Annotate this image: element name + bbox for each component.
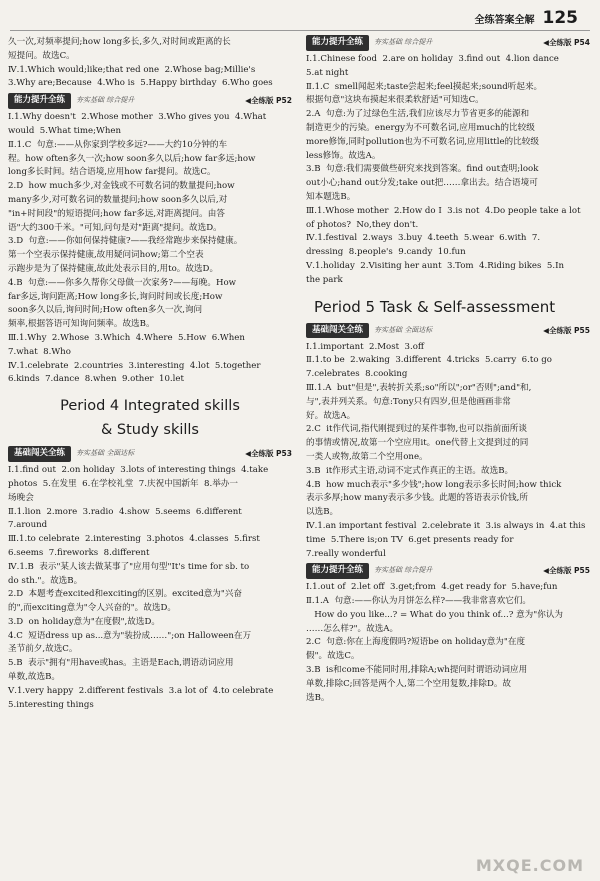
answer-line: time 5.There is;on TV 6.get presents ready for bbox=[306, 534, 514, 545]
answer-line: 2.A 句意:为了过绿色生活,我们应该尽力节省更多的能源和 bbox=[306, 109, 530, 120]
answer-line: 5.B 表示"拥有"用have或has。主语是Each,谓语动词应用 bbox=[8, 658, 234, 669]
answer-line: 3.B is和come不能同时用,排除A;wh提问时谓语动词应用 bbox=[306, 665, 528, 676]
answer-line: Ⅰ.1.find out 2.on holiday 3.lots of interesting things 4.take bbox=[8, 465, 269, 476]
page-number: 125 bbox=[542, 8, 578, 28]
answer-line: Ⅰ.1.out of 2.let off 3.get;from 4.get ready for 5.have;fun bbox=[306, 582, 558, 593]
header-rule bbox=[10, 30, 590, 31]
answer-line: Ⅲ.1.Whose mother 2.How do I 3.is not 4.Do people take a lot bbox=[306, 205, 581, 216]
answer-line: 与",表并列关系。句意:Tony只有四岁,但是他画画非常 bbox=[306, 396, 511, 407]
answer-line: 以选B。 bbox=[306, 507, 339, 518]
answer-line: 假"。故选C。 bbox=[306, 651, 360, 662]
period4-title-line2: & Study skills bbox=[101, 422, 199, 439]
answer-line: many多少,对可数名词的数量提问;how soon多久以后,对 bbox=[8, 194, 228, 205]
page-header bbox=[475, 8, 579, 28]
answer-line: 单数,排除C;回答是两个人,第二个空用复数,排除D。故 bbox=[306, 678, 512, 689]
section-bar-ability-p55 bbox=[306, 564, 590, 578]
answer-line: Ⅰ.1.Why doesn't 2.Whose mother 3.Who gives you 4.What bbox=[8, 112, 267, 123]
answer-line: dressing 8.people's 9.candy 10.fun bbox=[306, 247, 466, 258]
section-tag: 基础闯关全练 bbox=[8, 446, 71, 462]
answer-line: Ⅱ.1.to be 2.waking 3.different 4.tricks 5.carry 6.to go bbox=[306, 355, 552, 366]
page-reference: ◀全练版 P54 bbox=[543, 38, 590, 48]
answer-line: Ⅲ.1.Why 2.Whose 3.Which 4.Where 5.How 6.When bbox=[8, 332, 245, 343]
answer-line: 选B。 bbox=[306, 692, 330, 703]
answer-line: Ⅱ.1.A 句意:——你认为月饼怎么样?——我非常喜欢它们。 bbox=[306, 596, 532, 607]
answer-line: 4.B how much表示"多少钱";how long表示多长时间;how thick bbox=[306, 479, 562, 490]
right-column bbox=[306, 36, 590, 705]
answer-line: 语"大约300千米。"可知,问句是对"距离"提问。故选D。 bbox=[8, 222, 222, 233]
answer-line: 单数,故选B。 bbox=[8, 672, 61, 683]
answer-line: 3.Why are;Because 4.Who is 5.Happy birthday 6.Who goes bbox=[8, 78, 273, 89]
period5-title: Period 5 Task & Self-assessment bbox=[314, 297, 556, 316]
answer-line: 4.C 短语dress up as...意为"装扮成……";on Halloween在万 bbox=[8, 630, 252, 641]
page-reference: ◀全练版 P55 bbox=[543, 325, 590, 335]
answer-line: 4.B 句意:——你多久帮你父母做一次家务?——每晚。How bbox=[8, 277, 236, 288]
answer-line: 7.celebrates 8.cooking bbox=[306, 369, 408, 380]
answer-line: do sth."。故选B。 bbox=[8, 575, 83, 586]
page-reference: ◀全练版 P55 bbox=[543, 566, 590, 576]
answer-line: 的事情或情况,故第一个空应用it。one代替上文提到过的同 bbox=[306, 438, 529, 449]
answer-line: 2.C 句意:你在上海度假吗?短语be on holiday意为"在度 bbox=[306, 637, 526, 648]
answer-line: Ⅳ.1.an important festival 2.celebrate it 3.is always in 4.at this bbox=[306, 520, 586, 531]
answer-line: 好。故选A。 bbox=[306, 410, 356, 421]
answer-line: 根据句意"这块布摸起来很柔软舒适"可知选C。 bbox=[306, 95, 484, 106]
answer-line: 6.kinds 7.dance 8.when 9.other 10.let bbox=[8, 374, 184, 385]
answer-line: would 5.What time;When bbox=[8, 125, 121, 136]
answer-line: the park bbox=[306, 274, 343, 285]
answer-line: 程。how often多久一次;how soon多久以后;how far多远;how bbox=[8, 153, 256, 164]
answer-line: 6.seems 7.fireworks 8.different bbox=[8, 547, 150, 558]
answer-line: out小心;hand out分发;take out把……拿出去。结合语境可 bbox=[306, 178, 538, 189]
answer-line: 表示多厚;how many表示多少钱。此题的答语表示价钱,所 bbox=[306, 493, 528, 504]
page-reference: ◀全练版 P52 bbox=[245, 96, 292, 106]
answer-line: 的",而exciting意为"令人兴奋的"。故选D。 bbox=[8, 603, 176, 614]
answer-line: "in+时间段"的短语提问;how far多远,对距离提问。由答 bbox=[8, 208, 225, 219]
answers-p53 bbox=[8, 464, 292, 712]
answer-line: 知本题选B。 bbox=[306, 191, 356, 202]
top-lines bbox=[8, 36, 292, 91]
answer-line: photos 5.在发里 6.在学校礼堂 7.庆祝中国新年 8.举办一 bbox=[8, 478, 238, 489]
answer-line: 5.at night bbox=[306, 67, 349, 78]
answer-line: 7.really wonderful bbox=[306, 548, 386, 559]
answer-line: less修饰。故选A。 bbox=[306, 150, 381, 161]
section-subtitle: 夯实基础 综合提升 bbox=[76, 96, 135, 105]
answer-line: 示跑步是为了保持健康,故此处表示目的,用to。故选D。 bbox=[8, 263, 219, 274]
answer-line: Ⅱ.1.C smell闻起来;taste尝起来;feel摸起来;sound听起来。 bbox=[306, 81, 543, 92]
section-subtitle: 夯实基础 全面达标 bbox=[76, 449, 135, 458]
answer-line: 2.D 本题考查excited和exciting的区别。excited意为"兴奋 bbox=[8, 589, 243, 600]
answer-line: 7.what 8.Who bbox=[8, 346, 71, 357]
answer-line: 3.D 句意:——你如何保持健康?——我经常跑步来保持健康。 bbox=[8, 236, 243, 247]
answers-p54 bbox=[306, 53, 590, 288]
section-bar-basic-p55 bbox=[306, 324, 590, 338]
period4-title: Period 4 Integrated skills bbox=[60, 398, 240, 415]
answer-line: Ⅰ.1.important 2.Most 3.off bbox=[306, 341, 425, 352]
answer-line: of photos? No,they don't. bbox=[306, 219, 419, 230]
answer-line: Ⅲ.1.A but"但是",表转折关系;so"所以";or"否则";and"和, bbox=[306, 382, 532, 393]
answer-line: 圣节前夕,故选C。 bbox=[8, 644, 78, 655]
answer-line: Ⅳ.1.B 表示"某人该去做某事了"应用句型"It's time for sb. to bbox=[8, 561, 250, 572]
answer-line: 制造更少的污染。energy为不可数名词,应用much的比较级 bbox=[306, 122, 535, 133]
answer-line: Ⅰ.1.Chinese food 2.are on holiday 3.find out 4.lion dance bbox=[306, 54, 559, 64]
section-subtitle: 夯实基础 全面达标 bbox=[374, 325, 433, 334]
answer-line: 久一次,对频率提问;how long多长,多久,对时间或距离的长 bbox=[8, 37, 231, 47]
answer-line: 7.around bbox=[8, 520, 48, 531]
section-bar-ability-p52 bbox=[8, 94, 292, 108]
section-bar-basic-p53 bbox=[8, 447, 292, 461]
answer-line: Ⅳ.1.celebrate 2.countries 3.interesting 4.lot 5.together bbox=[8, 360, 261, 371]
section-tag: 能力提升全练 bbox=[306, 563, 369, 579]
section-tag: 能力提升全练 bbox=[306, 35, 369, 51]
answer-line: 3.B it作形式主语,动词不定式作真正的主语。故选B。 bbox=[306, 465, 514, 476]
section-tag: 能力提升全练 bbox=[8, 93, 71, 109]
answer-line: Ⅴ.1.holiday 2.Visiting her aunt 3.Tom 4.Riding bikes 5.In bbox=[306, 260, 565, 271]
answer-line: Ⅳ.1.festival 2.ways 3.buy 4.teeth 5.wear 6.with 7. bbox=[306, 233, 541, 244]
answer-line: Ⅴ.1.very happy 2.different festivals 3.a lot of 4.to celebrate bbox=[8, 685, 274, 696]
answer-line: 5.interesting things bbox=[8, 699, 94, 710]
answer-line: 第一个空表示保持健康,故用疑问词how;第二个空表 bbox=[8, 250, 204, 261]
answer-line: 短提问。故选C。 bbox=[8, 50, 75, 61]
answer-line: 频率,根据答语可知询问频率。故选B。 bbox=[8, 319, 155, 330]
page-reference: ◀全练版 P53 bbox=[245, 449, 292, 459]
header-title: 全练答案全解 bbox=[474, 15, 535, 26]
answer-line: 2.D how much多少,对金钱或不可数名词的数量提问;how bbox=[8, 181, 235, 192]
section-bar-ability-p54 bbox=[306, 36, 590, 50]
section-subtitle: 夯实基础 综合提升 bbox=[374, 566, 433, 575]
answer-line: 场晚会 bbox=[8, 492, 34, 503]
answer-line: 2.C it作代词,指代刚提到过的某件事物,也可以指前面所谈 bbox=[306, 424, 527, 435]
answer-line: Ⅳ.1.Which would;like;that red one 2.Whose bag;Millie's bbox=[8, 64, 256, 75]
answers-p55-basic bbox=[306, 341, 590, 562]
answer-line: long多长时间。结合语境,应用how far提问。故选C。 bbox=[8, 167, 216, 178]
answer-line: more修饰,同时pollution也为不可数名词,应用little的比较级 bbox=[306, 136, 539, 147]
answer-line: Ⅲ.1.to celebrate 2.interesting 3.photos 4.classes 5.first bbox=[8, 534, 260, 545]
answer-line: far多远,询问距离;How long多长,询问时间或长度;How bbox=[8, 291, 223, 302]
answers-p52 bbox=[8, 111, 292, 387]
answer-line: 3.B 句意:我们需要做些研究来找到答案。find out查明;look bbox=[306, 164, 539, 175]
left-column bbox=[8, 36, 292, 712]
section-subtitle: 夯实基础 综合提升 bbox=[374, 38, 433, 47]
answer-line: soon多久以后,询问时间;How often多久一次,询问 bbox=[8, 305, 203, 316]
answer-line: 一类人或物,故第二个空用one。 bbox=[306, 451, 428, 462]
answer-line: ……怎么样?"。故选A。 bbox=[306, 623, 399, 634]
answers-p55-ability bbox=[306, 581, 590, 705]
answer-line: Ⅱ.1.lion 2.more 3.radio 4.show 5.seems 6.different bbox=[8, 506, 242, 517]
answer-line: How do you like...? = What do you think of...? 意为"你认为 bbox=[306, 609, 564, 620]
answer-line: Ⅱ.1.C 句意:——从你家到学校多远?——大约10分钟的车 bbox=[8, 139, 228, 150]
watermark: MXQE.COM bbox=[475, 856, 584, 875]
section-tag: 基础闯关全练 bbox=[306, 323, 369, 339]
answer-line: 3.D on holiday意为"在度假",故选D。 bbox=[8, 616, 160, 627]
